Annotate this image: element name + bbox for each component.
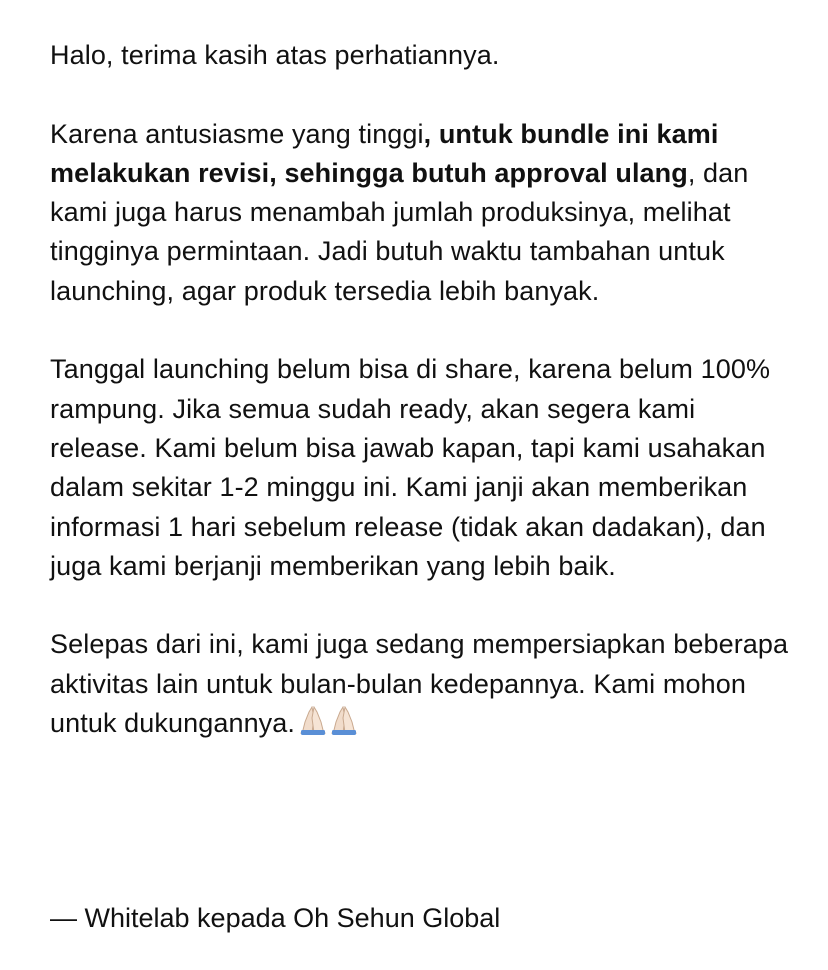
revision-paragraph (50, 115, 790, 311)
revision-bold-text: , untuk bundle ini kami melakukan revisi, sehingga butuh approval ulang (50, 118, 719, 188)
letter-body (50, 36, 790, 747)
upcoming-activities-paragraph (50, 625, 790, 747)
greeting-paragraph (50, 36, 790, 75)
launch-date-text: Tanggal launching belum bisa di share, karena belum 100% rampung. Jika semua sudah ready, akan segera kami release. Kami belum bisa jawab kapan, tapi kami usahakan dalam sekitar 1-2 minggu ini. Kami janji akan memberikan informasi 1 hari sebelum release (tidak akan dadakan), dan juga kami berjanji memberikan yang lebih baik. (50, 354, 771, 581)
launch-date-paragraph (50, 350, 790, 586)
signature-text: — Whitelab kepada Oh Sehun Global (50, 903, 501, 933)
revision-text-end: , dan kami juga harus menambah jumlah produksinya, melihat tingginya permintaan. Jadi butuh waktu tambahan untuk launching, agar produk tersedia lebih banyak. (50, 157, 749, 306)
greeting-text: Halo, terima kasih atas perhatiannya. (50, 40, 500, 70)
signature (50, 899, 500, 938)
praying-hands-icon (299, 706, 361, 747)
upcoming-activities-text: Selepas dari ini, kami juga sedang mempersiapkan beberapa aktivitas lain untuk bulan-bulan kedepannya. Kami mohon untuk dukungannya. (50, 629, 789, 739)
revision-text-start: Karena antusiasme yang tinggi (50, 118, 424, 149)
